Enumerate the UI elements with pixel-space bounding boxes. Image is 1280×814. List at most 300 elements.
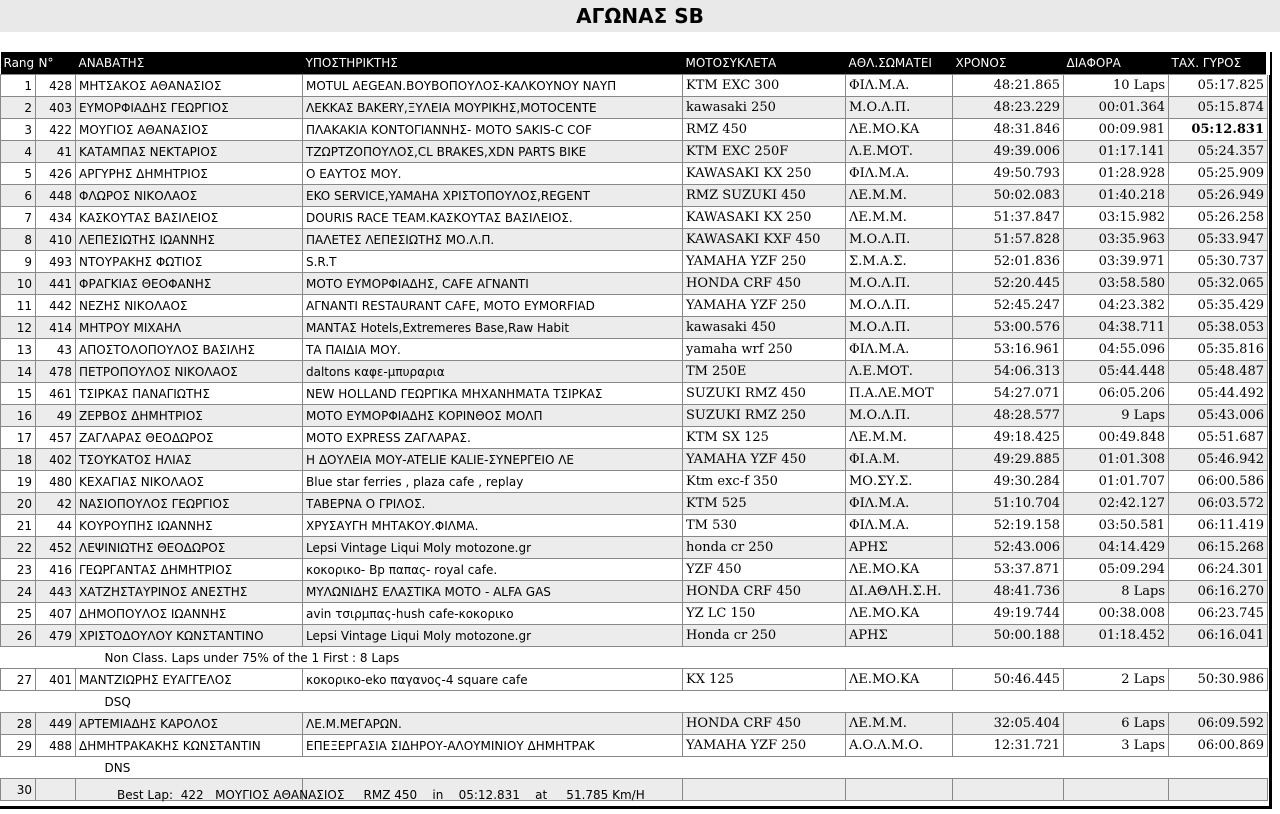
cell-best-lap: 05:12.831 — [1169, 119, 1268, 141]
cell-sponsor: ΜΟΤΟ EXPRESS ΖΑΓΛΑΡΑΣ. — [303, 427, 683, 449]
cell-number: 488 — [36, 735, 76, 757]
cell-rider: ΖΑΓΛΑΡΑΣ ΘΕΟΔΩΡΟΣ — [76, 427, 303, 449]
cell-bike: Ktm exc-f 350 — [683, 471, 846, 493]
cell-time: 53:16.961 — [953, 339, 1064, 361]
cell-rang: 8 — [1, 229, 36, 251]
cell-bike: kawasaki 250 — [683, 97, 846, 119]
cell-sponsor: ΜΟΤΟ ΕΥΜΟΡΦΙΑΔΗΣ ΚΟΡΙΝΘΟΣ ΜΟΛΠ — [303, 405, 683, 427]
cell-diff: 03:58.580 — [1064, 273, 1169, 295]
cell-sponsor: Ο ΕΑΥΤΟΣ ΜΟΥ. — [303, 163, 683, 185]
cell-bike: SUZUKI RMZ 450 — [683, 383, 846, 405]
cell-club: Α.Ο.Λ.Μ.Ο. — [846, 735, 953, 757]
nonclass-note-label: Non Class. Laps under 75% of the 1 First : 8 Laps — [1, 647, 1268, 669]
cell-best-lap: 06:23.745 — [1169, 603, 1268, 625]
cell-bike: honda cr 250 — [683, 537, 846, 559]
cell-time — [953, 779, 1064, 801]
cell-number: 414 — [36, 317, 76, 339]
cell-best-lap: 05:33.947 — [1169, 229, 1268, 251]
cell-rider: ΝΤΟΥΡΑΚΗΣ ΦΩΤΙΟΣ — [76, 251, 303, 273]
cell-rider: ΚΑΣΚΟΥΤΑΣ ΒΑΣΙΛΕΙΟΣ — [76, 207, 303, 229]
cell-sponsor: daltons καφε-μπυραρια — [303, 361, 683, 383]
col-best-lap: ΤΑΧ. ΓΥΡΟΣ — [1169, 52, 1268, 75]
cell-best-lap: 05:26.949 — [1169, 185, 1268, 207]
dsq-note-label: DSQ — [1, 691, 1268, 713]
cell-best-lap: 05:44.492 — [1169, 383, 1268, 405]
cell-rider: ΝΕΖΗΣ ΝΙΚΟΛΑΟΣ — [76, 295, 303, 317]
cell-diff: 03:39.971 — [1064, 251, 1169, 273]
cell-bike: TM 250E — [683, 361, 846, 383]
page-title: ΑΓΩΝΑΣ SB — [0, 0, 1280, 32]
cell-number: 407 — [36, 603, 76, 625]
table-row — [1, 295, 1268, 317]
cell-rang: 23 — [1, 559, 36, 581]
table-row — [1, 515, 1268, 537]
cell-time: 53:37.871 — [953, 559, 1064, 581]
cell-best-lap: 05:26.258 — [1169, 207, 1268, 229]
best-lap-summary: Best Lap: 422 ΜΟΥΓΙΟΣ ΑΘΑΝΑΣΙΟΣ RMZ 450 in 05:12.831 at 51.785 Km/H — [117, 788, 645, 802]
cell-rang: 2 — [1, 97, 36, 119]
cell-rider: ΓΕΩΡΓΑΝΤΑΣ ΔΗΜΗΤΡΙΟΣ — [76, 559, 303, 581]
cell-best-lap: 05:17.825 — [1169, 75, 1268, 97]
cell-rider: ΜΑΝΤΖΙΩΡΗΣ ΕΥΑΓΓΕΛΟΣ — [76, 669, 303, 691]
cell-time: 50:46.445 — [953, 669, 1064, 691]
cell-rang: 10 — [1, 273, 36, 295]
cell-rider: ΚΑΤΑΜΠΑΣ ΝΕΚΤΑΡΙΟΣ — [76, 141, 303, 163]
cell-best-lap: 05:43.006 — [1169, 405, 1268, 427]
cell-rider: ΑΡΤΕΜΙΑΔΗΣ ΚΑΡΟΛΟΣ — [76, 713, 303, 735]
cell-best-lap: 06:24.301 — [1169, 559, 1268, 581]
cell-number: 434 — [36, 207, 76, 229]
cell-number: 461 — [36, 383, 76, 405]
cell-diff: 05:09.294 — [1064, 559, 1169, 581]
cell-time: 12:31.721 — [953, 735, 1064, 757]
cell-club: Μ.Ο.Λ.Π. — [846, 405, 953, 427]
cell-diff: 03:15.982 — [1064, 207, 1169, 229]
cell-time: 51:37.847 — [953, 207, 1064, 229]
cell-rang: 12 — [1, 317, 36, 339]
cell-time: 48:41.736 — [953, 581, 1064, 603]
cell-rang: 29 — [1, 735, 36, 757]
table-row — [1, 339, 1268, 361]
table-row — [1, 405, 1268, 427]
cell-diff: 04:14.429 — [1064, 537, 1169, 559]
cell-bike: KAWASAKI KX 250 — [683, 163, 846, 185]
cell-best-lap: 06:00.869 — [1169, 735, 1268, 757]
table-row — [1, 625, 1268, 647]
cell-bike: YZ LC 150 — [683, 603, 846, 625]
cell-rang: 4 — [1, 141, 36, 163]
table-row — [1, 735, 1268, 757]
cell-rider: ΤΣΟΥΚΑΤΟΣ ΗΛΙΑΣ — [76, 449, 303, 471]
cell-rang: 21 — [1, 515, 36, 537]
cell-rang: 5 — [1, 163, 36, 185]
cell-time: 51:10.704 — [953, 493, 1064, 515]
cell-sponsor: Lepsi Vintage Liqui Moly motozone.gr — [303, 537, 683, 559]
cell-number: 410 — [36, 229, 76, 251]
dns-note — [1, 757, 1268, 779]
cell-diff: 05:44.448 — [1064, 361, 1169, 383]
cell-club: ΦΙΛ.Μ.Α. — [846, 493, 953, 515]
cell-rang: 1 — [1, 75, 36, 97]
cell-diff: 01:01.707 — [1064, 471, 1169, 493]
cell-best-lap: 06:11.419 — [1169, 515, 1268, 537]
cell-time: 50:02.083 — [953, 185, 1064, 207]
cell-bike: KAWASAKI KXF 450 — [683, 229, 846, 251]
cell-club: ΑΡΗΣ — [846, 625, 953, 647]
col-bike: ΜΟΤΟΣΥΚΛΕΤΑ — [683, 52, 846, 75]
cell-time: 54:06.313 — [953, 361, 1064, 383]
cell-best-lap: 06:09.592 — [1169, 713, 1268, 735]
cell-rang: 26 — [1, 625, 36, 647]
cell-bike: kawasaki 450 — [683, 317, 846, 339]
cell-diff: 00:01.364 — [1064, 97, 1169, 119]
results-sheet — [0, 52, 1272, 809]
cell-number: 41 — [36, 141, 76, 163]
cell-best-lap: 05:32.065 — [1169, 273, 1268, 295]
table-row — [1, 75, 1268, 97]
cell-diff: 01:28.928 — [1064, 163, 1169, 185]
cell-number: 402 — [36, 449, 76, 471]
cell-rang: 9 — [1, 251, 36, 273]
cell-diff: 9 Laps — [1064, 405, 1169, 427]
cell-number: 448 — [36, 185, 76, 207]
table-row — [1, 207, 1268, 229]
cell-number: 493 — [36, 251, 76, 273]
cell-diff: 01:17.141 — [1064, 141, 1169, 163]
table-row — [1, 317, 1268, 339]
cell-time: 52:45.247 — [953, 295, 1064, 317]
cell-club: ΛΕ.Μ.Μ. — [846, 427, 953, 449]
cell-rider: ΑΠΟΣΤΟΛΟΠΟΥΛΟΣ ΒΑΣΙΛΗΣ — [76, 339, 303, 361]
cell-best-lap: 05:30.737 — [1169, 251, 1268, 273]
cell-rang: 20 — [1, 493, 36, 515]
cell-bike: HONDA CRF 450 — [683, 273, 846, 295]
cell-number: 480 — [36, 471, 76, 493]
cell-club: ΑΡΗΣ — [846, 537, 953, 559]
table-row — [1, 427, 1268, 449]
cell-rang: 28 — [1, 713, 36, 735]
cell-sponsor: ΛΕΚΚΑΣ BAKERY,ΞΥΛΕΙΑ ΜΟΥΡΙΚΗΣ,MOTOCENTE — [303, 97, 683, 119]
cell-club: ΛΕ.ΜΟ.ΚΑ — [846, 119, 953, 141]
cell-club: ΦΙΛ.Μ.Α. — [846, 75, 953, 97]
cell-best-lap: 05:38.053 — [1169, 317, 1268, 339]
cell-sponsor: ΤΑΒΕΡΝΑ Ο ΓΡΙΛΟΣ. — [303, 493, 683, 515]
cell-bike: YAMAHA YZF 250 — [683, 251, 846, 273]
cell-rider: ΧΑΤΖΗΣΤΑΥΡΙΝΟΣ ΑΝΕΣΤΗΣ — [76, 581, 303, 603]
cell-rang: 25 — [1, 603, 36, 625]
table-row — [1, 163, 1268, 185]
table-row — [1, 471, 1268, 493]
table-row — [1, 251, 1268, 273]
table-row — [1, 273, 1268, 295]
cell-time: 53:00.576 — [953, 317, 1064, 339]
col-sponsor: ΥΠΟΣΤΗΡΙΚΤΗΣ — [303, 52, 683, 75]
table-row — [1, 229, 1268, 251]
col-time: ΧΡΟΝΟΣ — [953, 52, 1064, 75]
cell-club: Μ.Ο.Λ.Π. — [846, 295, 953, 317]
cell-sponsor: EKO SERVICE,YAMAHA ΧΡΙΣΤΟΠΟΥΛΟΣ,REGENT — [303, 185, 683, 207]
col-number: N° — [36, 52, 76, 75]
cell-diff: 01:01.308 — [1064, 449, 1169, 471]
cell-bike: KX 125 — [683, 669, 846, 691]
cell-time: 52:19.158 — [953, 515, 1064, 537]
cell-rang: 14 — [1, 361, 36, 383]
cell-club: ΦΙΛ.Μ.Α. — [846, 515, 953, 537]
cell-bike: TM 530 — [683, 515, 846, 537]
table-row — [1, 185, 1268, 207]
table-row — [1, 449, 1268, 471]
cell-number: 443 — [36, 581, 76, 603]
cell-sponsor: NEW HOLLAND ΓΕΩΡΓΙΚΑ ΜΗΧΑΝΗΜΑΤΑ ΤΣΙΡΚΑΣ — [303, 383, 683, 405]
cell-bike: YZF 450 — [683, 559, 846, 581]
cell-diff — [1064, 779, 1169, 801]
cell-number — [36, 779, 76, 801]
cell-rang: 3 — [1, 119, 36, 141]
cell-rider: ΜΗΤΡΟΥ ΜΙΧΑΗΛ — [76, 317, 303, 339]
cell-time: 49:29.885 — [953, 449, 1064, 471]
header-row — [1, 52, 1268, 75]
cell-bike: RMZ SUZUKI 450 — [683, 185, 846, 207]
cell-sponsor: ΠΑΛΕΤΕΣ ΛΕΠΕΣΙΩΤΗΣ ΜΟ.Λ.Π. — [303, 229, 683, 251]
results-table — [0, 52, 1270, 801]
cell-bike: YAMAHA YZF 250 — [683, 735, 846, 757]
cell-sponsor: ΜΟΤΟ ΕΥΜΟΡΦΙΑΔΗΣ, CAFE ΑΓΝΑΝΤΙ — [303, 273, 683, 295]
cell-best-lap: 05:15.874 — [1169, 97, 1268, 119]
cell-rider: ΤΣΙΡΚΑΣ ΠΑΝΑΓΙΩΤΗΣ — [76, 383, 303, 405]
cell-time: 49:18.425 — [953, 427, 1064, 449]
results-body — [1, 75, 1268, 801]
cell-rang: 16 — [1, 405, 36, 427]
cell-number: 452 — [36, 537, 76, 559]
cell-club: Λ.Ε.ΜΟΤ. — [846, 361, 953, 383]
cell-sponsor: ΤΑ ΠΑΙΔΙΑ ΜΟΥ. — [303, 339, 683, 361]
cell-number: 416 — [36, 559, 76, 581]
nonclass-note — [1, 647, 1268, 669]
table-row — [1, 713, 1268, 735]
cell-bike: KTM SX 125 — [683, 427, 846, 449]
cell-sponsor: MOTUL AEGEAN.ΒΟΥΒΟΠΟΥΛΟΣ-ΚΑΛΚΟΥΝΟΥ ΝΑΥΠ — [303, 75, 683, 97]
cell-number: 49 — [36, 405, 76, 427]
cell-time: 49:39.006 — [953, 141, 1064, 163]
cell-club: ΦΙΛ.Μ.Α. — [846, 339, 953, 361]
cell-club: Σ.Μ.Α.Σ. — [846, 251, 953, 273]
cell-rider: ΖΕΡΒΟΣ ΔΗΜΗΤΡΙΟΣ — [76, 405, 303, 427]
cell-sponsor: Blue star ferries , plaza cafe , replay — [303, 471, 683, 493]
cell-rider: ΠΕΤΡΟΠΟΥΛΟΣ ΝΙΚΟΛΑΟΣ — [76, 361, 303, 383]
cell-time: 49:19.744 — [953, 603, 1064, 625]
table-row — [1, 141, 1268, 163]
dsq-note — [1, 691, 1268, 713]
table-row — [1, 119, 1268, 141]
cell-time: 48:28.577 — [953, 405, 1064, 427]
cell-bike: HONDA CRF 450 — [683, 581, 846, 603]
table-row — [1, 493, 1268, 515]
col-diff: ΔΙΑΦΟΡΑ — [1064, 52, 1169, 75]
cell-diff: 00:38.008 — [1064, 603, 1169, 625]
cell-rider: ΛΕΨΙΝΙΩΤΗΣ ΘΕΟΔΩΡΟΣ — [76, 537, 303, 559]
cell-best-lap: 06:00.586 — [1169, 471, 1268, 493]
cell-number: 401 — [36, 669, 76, 691]
cell-number: 479 — [36, 625, 76, 647]
cell-time: 48:21.865 — [953, 75, 1064, 97]
cell-number: 457 — [36, 427, 76, 449]
cell-time: 49:30.284 — [953, 471, 1064, 493]
cell-diff: 04:55.096 — [1064, 339, 1169, 361]
cell-club: ΛΕ.Μ.Μ. — [846, 713, 953, 735]
cell-time: 32:05.404 — [953, 713, 1064, 735]
cell-sponsor: ΜΑΝΤΑΣ Hotels,Extremeres Base,Raw Habit — [303, 317, 683, 339]
col-club: ΑΘΛ.ΣΩΜΑΤΕΙ — [846, 52, 953, 75]
cell-best-lap: 05:24.357 — [1169, 141, 1268, 163]
cell-rang: 13 — [1, 339, 36, 361]
cell-club: Μ.Ο.Λ.Π. — [846, 317, 953, 339]
cell-rider: ΦΛΩΡΟΣ ΝΙΚΟΛΑΟΣ — [76, 185, 303, 207]
cell-club: ΔΙ.ΑΘΛΗ.Σ.Η. — [846, 581, 953, 603]
cell-rider: ΚΟΥΡΟΥΠΗΣ ΙΩΑΝΝΗΣ — [76, 515, 303, 537]
cell-club: ΛΕ.Μ.Μ. — [846, 185, 953, 207]
cell-club: ΦΙ.Α.Μ. — [846, 449, 953, 471]
cell-rang: 7 — [1, 207, 36, 229]
cell-rang: 19 — [1, 471, 36, 493]
cell-best-lap: 06:03.572 — [1169, 493, 1268, 515]
cell-sponsor: Η ΔΟΥΛΕΙΑ ΜΟΥ-ATELIE KALIE-ΣΥΝΕΡΓΕΙΟ ΛΕ — [303, 449, 683, 471]
cell-club: ΛΕ.ΜΟ.ΚΑ — [846, 603, 953, 625]
cell-club — [846, 779, 953, 801]
cell-number: 426 — [36, 163, 76, 185]
cell-best-lap: 05:46.942 — [1169, 449, 1268, 471]
table-row — [1, 559, 1268, 581]
table-row — [1, 383, 1268, 405]
cell-sponsor: ΜΥΛΩΝΙΔΗΣ ΕΛΑΣΤΙΚΑ MOTO - ALFA GAS — [303, 581, 683, 603]
col-rider: ΑΝΑΒΑΤΗΣ — [76, 52, 303, 75]
table-row — [1, 97, 1268, 119]
cell-bike: RMZ 450 — [683, 119, 846, 141]
cell-rang: 22 — [1, 537, 36, 559]
cell-number: 403 — [36, 97, 76, 119]
cell-best-lap: 05:35.429 — [1169, 295, 1268, 317]
cell-diff: 06:05.206 — [1064, 383, 1169, 405]
cell-number: 42 — [36, 493, 76, 515]
cell-diff: 03:35.963 — [1064, 229, 1169, 251]
cell-time: 49:50.793 — [953, 163, 1064, 185]
cell-time: 52:01.836 — [953, 251, 1064, 273]
cell-sponsor: DOURIS RACE TEAM.ΚΑΣΚΟΥΤΑΣ ΒΑΣΙΛΕΙΟΣ. — [303, 207, 683, 229]
cell-rider: ΛΕΠΕΣΙΩΤΗΣ ΙΩΑΝΝΗΣ — [76, 229, 303, 251]
cell-club: Μ.Ο.Λ.Π. — [846, 229, 953, 251]
table-row — [1, 603, 1268, 625]
cell-number: 428 — [36, 75, 76, 97]
cell-rider: ΜΟΥΓΙΟΣ ΑΘΑΝΑΣΙΟΣ — [76, 119, 303, 141]
cell-bike: YAMAHA YZF 450 — [683, 449, 846, 471]
cell-number: 422 — [36, 119, 76, 141]
cell-time: 50:00.188 — [953, 625, 1064, 647]
cell-best-lap: 06:15.268 — [1169, 537, 1268, 559]
cell-rider: ΝΑΣΙΟΠΟΥΛΟΣ ΓΕΩΡΓΙΟΣ — [76, 493, 303, 515]
dns-note-label: DNS — [1, 757, 1268, 779]
cell-sponsor: κοκορικο-eko παγανος-4 square cafe — [303, 669, 683, 691]
cell-diff: 04:23.382 — [1064, 295, 1169, 317]
cell-club: Μ.Ο.Λ.Π. — [846, 273, 953, 295]
cell-time: 48:31.846 — [953, 119, 1064, 141]
cell-diff: 02:42.127 — [1064, 493, 1169, 515]
cell-sponsor: ΑΓΝΑΝΤΙ RESTAURANT CAFE, MOTO EYMORFIAD — [303, 295, 683, 317]
cell-best-lap — [1169, 779, 1268, 801]
cell-rang: 6 — [1, 185, 36, 207]
cell-sponsor: Lepsi Vintage Liqui Moly motozone.gr — [303, 625, 683, 647]
cell-diff: 10 Laps — [1064, 75, 1169, 97]
cell-best-lap: 05:35.816 — [1169, 339, 1268, 361]
cell-rider: ΜΗΤΣΑΚΟΣ ΑΘΑΝΑΣΙΟΣ — [76, 75, 303, 97]
cell-best-lap: 50:30.986 — [1169, 669, 1268, 691]
cell-rang: 18 — [1, 449, 36, 471]
cell-best-lap: 06:16.041 — [1169, 625, 1268, 647]
cell-diff: 00:49.848 — [1064, 427, 1169, 449]
cell-number: 449 — [36, 713, 76, 735]
cell-rang: 17 — [1, 427, 36, 449]
table-row — [1, 361, 1268, 383]
cell-bike: yamaha wrf 250 — [683, 339, 846, 361]
cell-rider: ΚΕΧΑΓΙΑΣ ΝΙΚΟΛΑΟΣ — [76, 471, 303, 493]
col-rang: Rang — [1, 52, 36, 75]
cell-number: 442 — [36, 295, 76, 317]
cell-sponsor: ΠΛΑΚΑΚΙΑ ΚΟΝΤΟΓΙΑΝΝΗΣ- MOTO SAKIS-C COF — [303, 119, 683, 141]
cell-diff: 01:40.218 — [1064, 185, 1169, 207]
cell-best-lap: 05:48.487 — [1169, 361, 1268, 383]
cell-club: ΜΟ.ΣΥ.Σ. — [846, 471, 953, 493]
cell-diff: 01:18.452 — [1064, 625, 1169, 647]
cell-bike: YAMAHA YZF 250 — [683, 295, 846, 317]
cell-time: 51:57.828 — [953, 229, 1064, 251]
cell-number: 43 — [36, 339, 76, 361]
cell-rider: ΑΡΓΥΡΗΣ ΔΗΜΗΤΡΙΟΣ — [76, 163, 303, 185]
table-row — [1, 669, 1268, 691]
cell-sponsor: ΛΕ.Μ.ΜΕΓΑΡΩΝ. — [303, 713, 683, 735]
cell-bike: HONDA CRF 450 — [683, 713, 846, 735]
cell-club: ΦΙΛ.Μ.Α. — [846, 163, 953, 185]
cell-number: 44 — [36, 515, 76, 537]
cell-diff: 04:38.711 — [1064, 317, 1169, 339]
cell-time: 54:27.071 — [953, 383, 1064, 405]
cell-sponsor: S.R.T — [303, 251, 683, 273]
cell-bike: KTM 525 — [683, 493, 846, 515]
cell-sponsor: ΧΡΥΣΑΥΓΗ ΜΗΤΑΚΟΥ.ΦΙΛΜΑ. — [303, 515, 683, 537]
cell-bike: Honda cr 250 — [683, 625, 846, 647]
cell-bike — [683, 779, 846, 801]
cell-club: ΛΕ.Μ.Μ. — [846, 207, 953, 229]
cell-bike: KAWASAKI KX 250 — [683, 207, 846, 229]
cell-sponsor: ΤΖΩΡΤΖΟΠΟΥΛΟΣ,CL BRAKES,XDN PARTS BIKE — [303, 141, 683, 163]
cell-club: Μ.Ο.Λ.Π. — [846, 97, 953, 119]
table-row — [1, 537, 1268, 559]
cell-diff: 3 Laps — [1064, 735, 1169, 757]
cell-rang: 15 — [1, 383, 36, 405]
cell-sponsor: avin τσιρμπας-hush cafe-κοκορικο — [303, 603, 683, 625]
cell-club: Λ.Ε.ΜΟΤ. — [846, 141, 953, 163]
cell-rider: ΦΡΑΓΚΙΑΣ ΘΕΟΦΑΝΗΣ — [76, 273, 303, 295]
cell-rider: ΕΥΜΟΡΦΙΑΔΗΣ ΓΕΩΡΓΙΟΣ — [76, 97, 303, 119]
cell-diff: 03:50.581 — [1064, 515, 1169, 537]
cell-club: Π.Α.ΛΕ.ΜΟΤ — [846, 383, 953, 405]
cell-bike: KTM EXC 250F — [683, 141, 846, 163]
cell-time: 52:20.445 — [953, 273, 1064, 295]
cell-diff: 00:09.981 — [1064, 119, 1169, 141]
cell-diff: 8 Laps — [1064, 581, 1169, 603]
cell-rang: 24 — [1, 581, 36, 603]
cell-time: 48:23.229 — [953, 97, 1064, 119]
cell-sponsor: κοκορικο- Bp παπας- royal cafe. — [303, 559, 683, 581]
cell-best-lap: 06:16.270 — [1169, 581, 1268, 603]
cell-club: ΛΕ.ΜΟ.ΚΑ — [846, 669, 953, 691]
